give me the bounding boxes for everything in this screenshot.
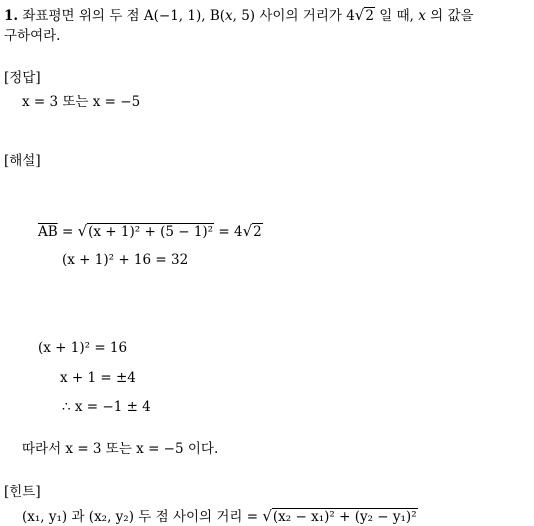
answer-line: x = 3 또는 x = −5 — [22, 94, 141, 110]
eq3: (x + 1)² = 16 — [38, 340, 128, 356]
conclusion: 따라서 x = 3 또는 x = −5 이다. — [22, 441, 219, 457]
problem-sqrt: √2 — [354, 6, 374, 24]
problem-var-x-2: x — [418, 8, 426, 24]
answer-label: [정답] — [4, 70, 41, 86]
problem-var-x: x — [225, 8, 233, 24]
hint-line — [22, 507, 418, 525]
eq1-sqrt: √(x + 1)² + (5 − 1)² — [77, 222, 214, 240]
hint-text: (x₁, y₁) 과 (x₂, y₂) 두 점 사이의 거리 = — [22, 509, 263, 525]
problem-number: 1. — [4, 8, 19, 24]
eq1-rhs-sqrt: √2 — [242, 222, 262, 240]
explanation-label: [해설] — [4, 153, 41, 169]
problem-line-1 — [4, 6, 474, 24]
eq5: ∴ x = −1 ± 4 — [62, 399, 151, 415]
problem-text-2: , 5) 사이의 거리가 4 — [232, 8, 355, 24]
hint-label: [힌트] — [4, 484, 41, 500]
eq2: (x + 1)² + 16 = 32 — [62, 252, 189, 268]
hint-sqrt: √(x₂ − x₁)² + (y₂ − y₁)² — [262, 507, 417, 525]
eq1-segment-ab: $\overline{AB}$ — [38, 224, 58, 240]
eq1-equals: = — [57, 224, 78, 240]
problem-text-3: 일 때, — [374, 8, 419, 24]
eq4: x + 1 = ±4 — [60, 370, 136, 386]
problem-text-4: 의 값을 — [425, 8, 474, 24]
problem-line-2: 구하여라. — [4, 28, 61, 44]
problem-text-1: 좌표평면 위의 두 점 A(−1, 1), B( — [22, 8, 226, 24]
eq1 — [38, 222, 263, 240]
eq1-rhs: = 4 — [214, 224, 243, 240]
